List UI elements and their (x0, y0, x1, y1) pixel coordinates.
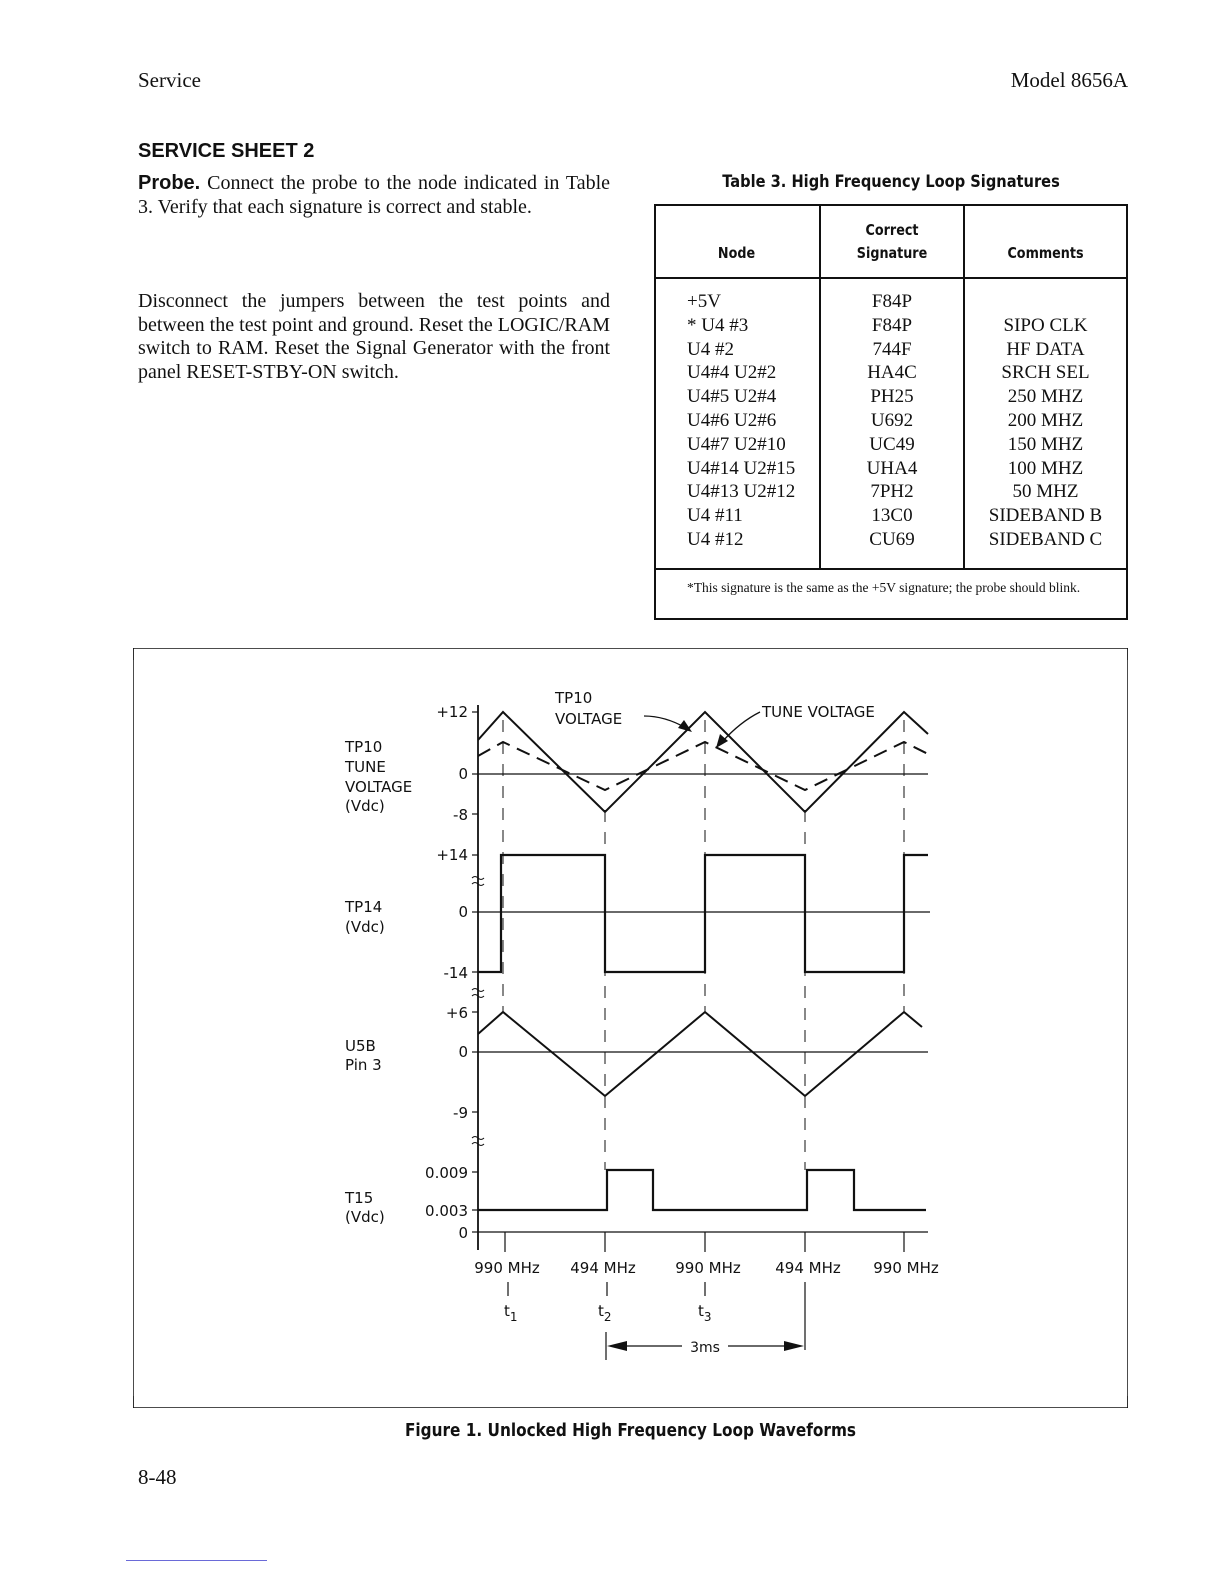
frame-bottom-rule (133, 1396, 1128, 1408)
freq-label-1: 990 MHz (474, 1259, 540, 1277)
zero-lines (478, 774, 930, 1232)
trace1-label-1: TP10 (345, 738, 383, 756)
table-rule-header (654, 277, 1128, 279)
trace1-label-4: (Vdc) (345, 797, 385, 815)
table-cell-comment: SIPO CLK (1003, 314, 1088, 336)
table-cell-signature: 13C0 (871, 505, 913, 527)
table-rule-top (654, 204, 1128, 206)
tick-t15-zero: 0 (458, 1224, 468, 1242)
trace2-label-2: (Vdc) (345, 918, 385, 936)
section-title: SERVICE SHEET 2 (138, 140, 315, 162)
table-cell-signature: HA4C (867, 362, 917, 384)
tune-annotation-leader (722, 712, 760, 742)
page-number: 8-48 (138, 1465, 177, 1489)
probe-paragraph (138, 172, 610, 219)
trace3-label-1: U5B (345, 1037, 376, 1055)
table-cell-comment: SIDEBAND B (988, 505, 1103, 527)
header-signature-line2: Signature (856, 244, 928, 262)
tick-tp10-max: +12 (436, 703, 468, 721)
table-footnote: *This signature is the same as the +5V signature; the probe should blink. (687, 580, 1081, 595)
duration-arrow-right (784, 1341, 804, 1351)
table-cell-node: U4 #11 (687, 505, 743, 527)
table-cell-comment: 100 MHZ (1007, 457, 1084, 479)
freq-label-2: 494 MHz (570, 1259, 636, 1277)
table-cell-node: U4 #12 (687, 529, 744, 550)
figure-caption: Figure 1. Unlocked High Frequency Loop Waveforms (404, 1420, 857, 1441)
table-cell-comment: SRCH SEL (1001, 362, 1090, 384)
tick-tp10-min: -8 (453, 806, 468, 824)
table-cell-comment: 200 MHZ (1007, 410, 1084, 431)
tp10-annotation-line2: VOLTAGE (555, 710, 623, 728)
table-rule-body (654, 568, 1128, 570)
u5b-sawtooth-trace (478, 1012, 922, 1096)
table-cell-signature: F84P (871, 314, 913, 336)
tp10-annotation-line1: TP10 (555, 689, 593, 707)
t1-base: t (504, 1302, 510, 1320)
tune-voltage-annotation: TUNE VOLTAGE (762, 703, 875, 721)
table-cell-signature: CU69 (869, 529, 915, 550)
header-node: Node (717, 244, 756, 262)
freq-label-4: 494 MHz (775, 1259, 841, 1277)
t15-pulse-trace (478, 1170, 926, 1210)
tick-tp10-zero: 0 (458, 765, 468, 783)
trace4-label-2: (Vdc) (345, 1208, 385, 1226)
running-header-right: Model 8656A (1010, 68, 1128, 92)
timing-guides (503, 720, 904, 1170)
table-border-left (654, 204, 656, 620)
table-cell-comment: 50 MHZ (1012, 481, 1079, 503)
table-cell-signature: F84P (871, 291, 913, 312)
table-cell-node: U4#6 U2#6 (687, 410, 777, 431)
table-cell-node: * U4 #3 (687, 314, 749, 336)
table-cell-comment: 150 MHZ (1007, 433, 1084, 455)
table-cell-node: U4#5 U2#4 (687, 386, 777, 408)
frame-top-rule (133, 648, 1128, 660)
waveform-figure (133, 648, 1128, 1408)
disconnect-paragraph: Disconnect the jumpers between the test points and between the test point and ground. Reset the LOGIC/RAM switch to RAM. Reset the Signal Generator with the front panel RESET-STBY-ON switch. (138, 290, 610, 383)
table-cell-signature: 7PH2 (870, 481, 914, 503)
table-cell-node: U4#14 U2#15 (687, 457, 796, 479)
time-marker-t1 (504, 1302, 518, 1324)
table-cell-comment: HF DATA (1006, 338, 1085, 360)
tp14-square-trace (478, 855, 928, 972)
table-border-right (1126, 204, 1128, 620)
trace1-label-2: TUNE (345, 758, 386, 776)
t2-base: t (598, 1302, 604, 1320)
trace4-label-1: T15 (345, 1189, 374, 1207)
table-cell-signature: UC49 (869, 433, 915, 455)
table-cell-comment: 250 MHZ (1007, 386, 1084, 408)
tick-u5b-min: -9 (453, 1104, 468, 1122)
table-cell-node: U4#4 U2#2 (687, 362, 777, 384)
time-marker-t3 (698, 1302, 712, 1324)
footer-rule (126, 1560, 267, 1561)
header-comments: Comments (1007, 244, 1084, 262)
tick-tp14-zero: 0 (458, 903, 468, 921)
table-cell-signature: U692 (870, 410, 914, 431)
table-caption: Table 3. High Frequency Loop Signatures (722, 172, 1060, 192)
freq-label-5: 990 MHz (873, 1259, 939, 1277)
duration-label: 3ms (690, 1340, 720, 1356)
tick-tp14-max: +14 (436, 846, 468, 864)
tune-voltage-trace (478, 742, 928, 790)
trace1-label-3: VOLTAGE (345, 778, 413, 796)
trace2-label-1: TP14 (345, 898, 383, 916)
table-cell-signature: UHA4 (866, 457, 918, 479)
running-header-left: Service (138, 68, 201, 92)
trace3-label-2: Pin 3 (345, 1056, 382, 1074)
table-cell-node: U4#13 U2#12 (687, 481, 796, 503)
table-cell-signature: PH25 (870, 386, 914, 408)
freq-label-3: 990 MHz (675, 1259, 741, 1277)
table-cell-node: U4 #2 (687, 338, 734, 360)
t2-sub: 2 (603, 1310, 612, 1324)
header-signature-line1: Correct (865, 221, 919, 239)
table-cell-comment: SIDEBAND C (988, 529, 1103, 550)
table-cell-node: +5V (687, 291, 721, 312)
time-marker-t2 (598, 1302, 612, 1324)
duration-arrow-left (607, 1341, 627, 1351)
tick-tp14-min: -14 (443, 964, 468, 982)
t3-sub: 3 (703, 1310, 712, 1324)
tick-t15-high: 0.009 (425, 1164, 468, 1182)
signature-table (654, 204, 1128, 620)
probe-lead: Probe. (138, 172, 201, 194)
tick-u5b-max: +6 (445, 1004, 468, 1022)
tick-u5b-zero: 0 (458, 1043, 468, 1061)
figure-frame (133, 648, 1128, 1408)
tune-annotation-arrowhead (716, 734, 728, 748)
table-cell-signature: 744F (872, 338, 912, 360)
probe-text: Connect the probe to the node indicated in Table 3. Verify that each signature is correct and stable. (138, 172, 611, 218)
tick-t15-low: 0.003 (425, 1202, 468, 1220)
t1-sub: 1 (509, 1310, 518, 1324)
table-cell-node: U4#7 U2#10 (687, 433, 786, 455)
table-rule-bottom (654, 618, 1128, 620)
t3-base: t (698, 1302, 704, 1320)
